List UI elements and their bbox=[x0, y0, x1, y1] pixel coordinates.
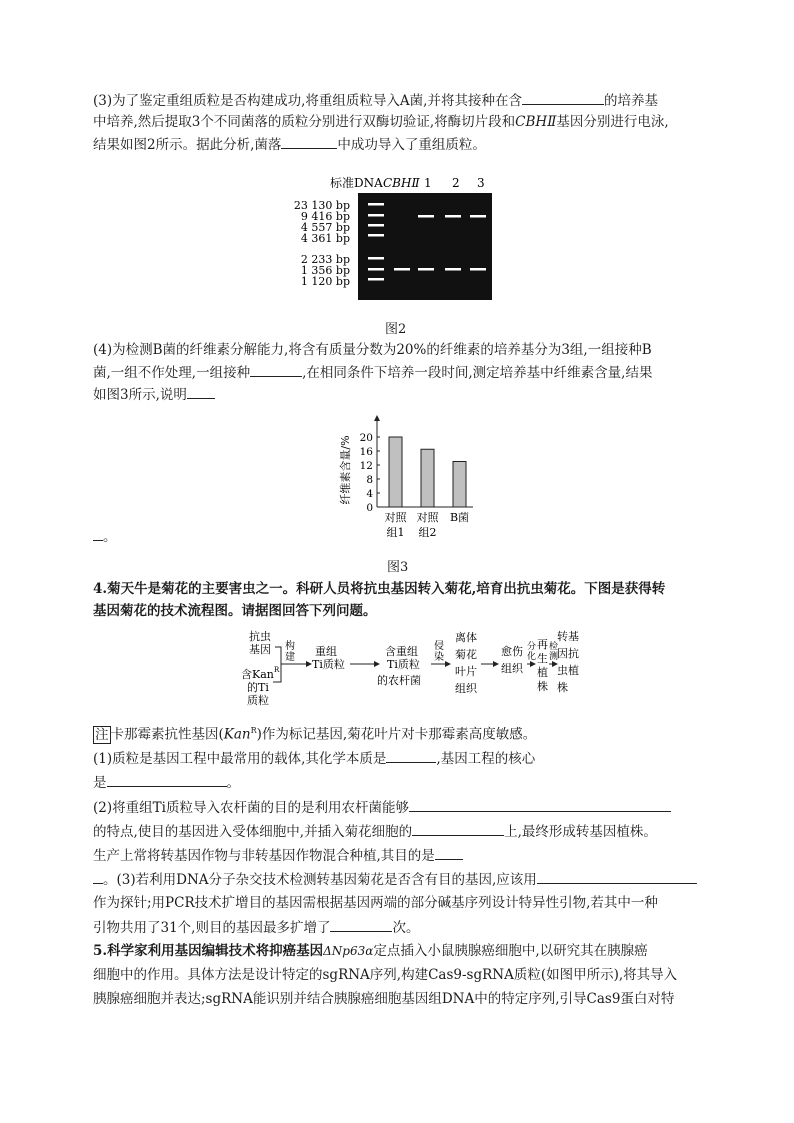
gel-band bbox=[445, 215, 461, 218]
gel-band bbox=[418, 215, 434, 218]
chart-y-tick-label: 4 bbox=[366, 488, 373, 500]
flow-infect: 侵 bbox=[434, 641, 444, 652]
q4-3-line-3: 引物共用了31个,则目的基因最多扩增了 次。 bbox=[93, 920, 420, 936]
flow-detect: 检 bbox=[549, 642, 559, 652]
flow-detect: 测 bbox=[549, 652, 559, 662]
gel-lane-label: 3 bbox=[477, 176, 485, 190]
q4-line-4: 。 bbox=[93, 527, 117, 546]
flow-final: 因抗 bbox=[557, 647, 579, 660]
gel-lane-label: 2 bbox=[452, 176, 460, 190]
flow-regen: 株 bbox=[537, 680, 548, 693]
gel-band bbox=[394, 268, 410, 271]
gel-band bbox=[470, 215, 486, 218]
chart-category-label: B菌 bbox=[449, 511, 470, 524]
chart-category-label: 组2 bbox=[418, 526, 437, 539]
flow-final: 虫植 bbox=[557, 664, 579, 677]
gel-background bbox=[358, 193, 492, 300]
answer-blank[interactable] bbox=[250, 363, 302, 377]
chart-bar bbox=[389, 437, 402, 507]
p4-line-1: 4.菊天牛是菊花的主要害虫之一。科研人员将抗虫基因转入菊花,培育出抗虫菊花。下图是获得转 bbox=[93, 581, 666, 597]
gel-band bbox=[368, 257, 384, 260]
flow-gene: 抗虫 bbox=[249, 630, 271, 643]
gel-marker-label: 4 361 bp bbox=[300, 232, 350, 245]
note-box: 注 bbox=[95, 726, 109, 743]
q4-line-1: (4)为检测B菌的纤维素分解能力,将含有质量分数为20%的纤维素的培养基分为3组,一组接种B bbox=[93, 342, 652, 358]
gel-band bbox=[368, 224, 384, 227]
answer-blank[interactable] bbox=[386, 749, 436, 763]
flow-final: 转基 bbox=[557, 630, 579, 643]
gel-header-standard: 标准DNA bbox=[330, 176, 383, 190]
gel-lane-label: 1 bbox=[424, 176, 432, 190]
flow-diff: 分 bbox=[527, 642, 537, 652]
q4-line-3: 如图3所示,说明 bbox=[93, 385, 705, 404]
chart-y-tick-label: 0 bbox=[366, 502, 373, 514]
chart-category-labels bbox=[385, 510, 470, 539]
flow-regen: 植 bbox=[537, 666, 548, 679]
flow-ti: 的Ti bbox=[247, 681, 269, 694]
flow-recomb: 重组 bbox=[315, 645, 337, 658]
note-line: 注 卡那霉素抗性基因(Kan$^R$)作为标记基因,菊花叶片对卡那霉素高度敏感。 bbox=[95, 726, 537, 743]
cellulose-bar-chart bbox=[335, 412, 485, 548]
answer-blank[interactable] bbox=[409, 798, 671, 812]
flow-leaf: 菊花 bbox=[455, 648, 477, 661]
flow-diff: 化 bbox=[527, 652, 537, 662]
transgenic-flow-diagram bbox=[235, 628, 579, 718]
flow-regen: 生 bbox=[537, 652, 548, 665]
p4-line-2: 基因菊花的技术流程图。请据图回答下列问题。 bbox=[93, 603, 377, 619]
chart-category-label: 对照 bbox=[416, 511, 439, 524]
chart-bar bbox=[421, 449, 434, 507]
gel-band bbox=[368, 268, 384, 271]
chart-category-label: 组1 bbox=[386, 526, 405, 539]
chart-y-tick-label: 20 bbox=[359, 432, 373, 444]
chart-bar bbox=[453, 462, 466, 508]
answer-blank[interactable] bbox=[187, 385, 215, 399]
gel-marker-label: 1 120 bp bbox=[300, 275, 350, 288]
chart-y-tick-label: 16 bbox=[359, 446, 373, 458]
flow-build: 构 bbox=[285, 641, 295, 652]
flow-infect: 染 bbox=[434, 652, 444, 663]
gel-band bbox=[368, 234, 384, 237]
answer-blank[interactable] bbox=[93, 870, 103, 884]
q4-2-line-3: 生产上常将转基因作物与非转基因作物混合种植,其目的是 bbox=[93, 846, 705, 865]
gel-marker-label: 23 130 bp bbox=[293, 199, 350, 212]
chart-bars bbox=[389, 437, 466, 507]
flow-regen: 再 bbox=[537, 638, 548, 651]
flow-gene: 基因 bbox=[249, 643, 271, 656]
answer-blank[interactable] bbox=[330, 918, 392, 932]
gel-marker-label: 2 233 bp bbox=[300, 253, 350, 266]
q4-1-line-2: 是 。 bbox=[93, 775, 240, 791]
p5-line-1: 5.科学家利用基因编辑技术将抑癌基因ΔNp63α定点插入小鼠胰腺癌细胞中,以研究其在胰腺癌 bbox=[93, 943, 648, 959]
figure-3-caption: 图3 bbox=[387, 560, 409, 575]
answer-blank[interactable] bbox=[412, 822, 504, 836]
answer-blank[interactable] bbox=[281, 135, 337, 149]
q4-2-line-2: 的特点,使目的基因进入受体细胞中,并插入菊花细胞的 上,最终形成转基因植株。 bbox=[93, 824, 657, 840]
answer-blank[interactable] bbox=[107, 773, 227, 787]
gel-band bbox=[470, 268, 486, 271]
gel-band bbox=[445, 268, 461, 271]
flow-agro: 的农杆菌 bbox=[377, 674, 421, 687]
q4-line-2: 菌,一组不作处理,一组接种 ,在相同条件下培养一段时间,测定培养基中纤维素含量,结果 bbox=[93, 365, 653, 381]
gel-electrophoresis-figure bbox=[293, 172, 500, 302]
chart-y-tick-label: 8 bbox=[366, 474, 373, 486]
gel-marker-label: 1 356 bp bbox=[300, 264, 350, 277]
flow-callus: 组织 bbox=[501, 662, 523, 675]
q3-line-2: 中培养,然后提取3个不同菌落的质粒分别进行双酶切验证,将酶切片段和CBHⅡ基因分别进行电泳, bbox=[93, 114, 669, 130]
chart-y-axis-label: 纤维素含量/% bbox=[339, 435, 352, 505]
flow-callus: 愈伤 bbox=[501, 645, 523, 658]
answer-blank[interactable] bbox=[435, 846, 463, 860]
chart-category-label: 对照 bbox=[384, 511, 407, 524]
gel-header-gene: CBHⅡ bbox=[383, 176, 420, 190]
answer-blank[interactable] bbox=[522, 91, 604, 105]
q3-line-1: (3)为了鉴定重组质粒是否构建成功,将重组质粒导入A菌,并将其接种在含 的培养基 bbox=[93, 93, 658, 109]
gel-band bbox=[418, 268, 434, 271]
flow-build: 建 bbox=[285, 652, 295, 663]
flow-recomb: Ti质粒 bbox=[312, 658, 345, 671]
flow-final: 株 bbox=[557, 681, 568, 694]
figure-2-caption: 图2 bbox=[385, 322, 407, 337]
chart-y-tick-label: 12 bbox=[359, 460, 373, 472]
p5-line-2: 细胞中的作用。具体方法是设计特定的sgRNA序列,构建Cas9-sgRNA质粒(如图甲所示),将其导入 bbox=[93, 967, 678, 983]
q4-1-line-1: (1)质粒是基因工程中最常用的载体,其化学本质是 ,基因工程的核心 bbox=[93, 751, 536, 767]
flow-ti-sup: R bbox=[274, 666, 280, 674]
gel-marker-label: 9 416 bp bbox=[300, 210, 350, 223]
q3-line-3: 结果如图2所示。据此分析,菌落 中成功导入了重组质粒。 bbox=[93, 137, 486, 153]
q4-3-line-2: 作为探针;用PCR技术扩增目的基因需根据基因两端的部分碱基序列设计特异性引物,若其中一种 bbox=[93, 895, 658, 911]
answer-blank[interactable] bbox=[537, 870, 697, 884]
flow-agro: Ti质粒 bbox=[387, 658, 420, 671]
flow-leaf: 叶片 bbox=[455, 665, 477, 678]
q4-2-line-1: (2)将重组Ti质粒导入农杆菌的目的是利用农杆菌能够 bbox=[93, 798, 705, 817]
q4-3-line-1: 。(3)若利用DNA分子杂交技术检测转基因菊花是否含有目的基因,应该用 bbox=[93, 870, 705, 889]
chart-y-axis-arrow bbox=[374, 415, 380, 421]
gel-marker-label: 4 557 bp bbox=[300, 221, 350, 234]
gel-band bbox=[368, 278, 384, 281]
flow-ti: 含Kan bbox=[241, 668, 274, 681]
gel-band bbox=[368, 203, 384, 206]
flow-leaf: 组织 bbox=[455, 682, 477, 695]
gel-band bbox=[368, 214, 384, 217]
flow-agro: 含重组 bbox=[385, 645, 418, 658]
flow-leaf: 离体 bbox=[455, 631, 477, 644]
answer-blank[interactable] bbox=[93, 527, 103, 541]
p5-line-3: 胰腺癌细胞并表达;sgRNA能识别并结合胰腺癌细胞基因组DNA中的特定序列,引导Cas9蛋白对特 bbox=[93, 991, 675, 1007]
flow-ti: 质粒 bbox=[247, 694, 269, 707]
